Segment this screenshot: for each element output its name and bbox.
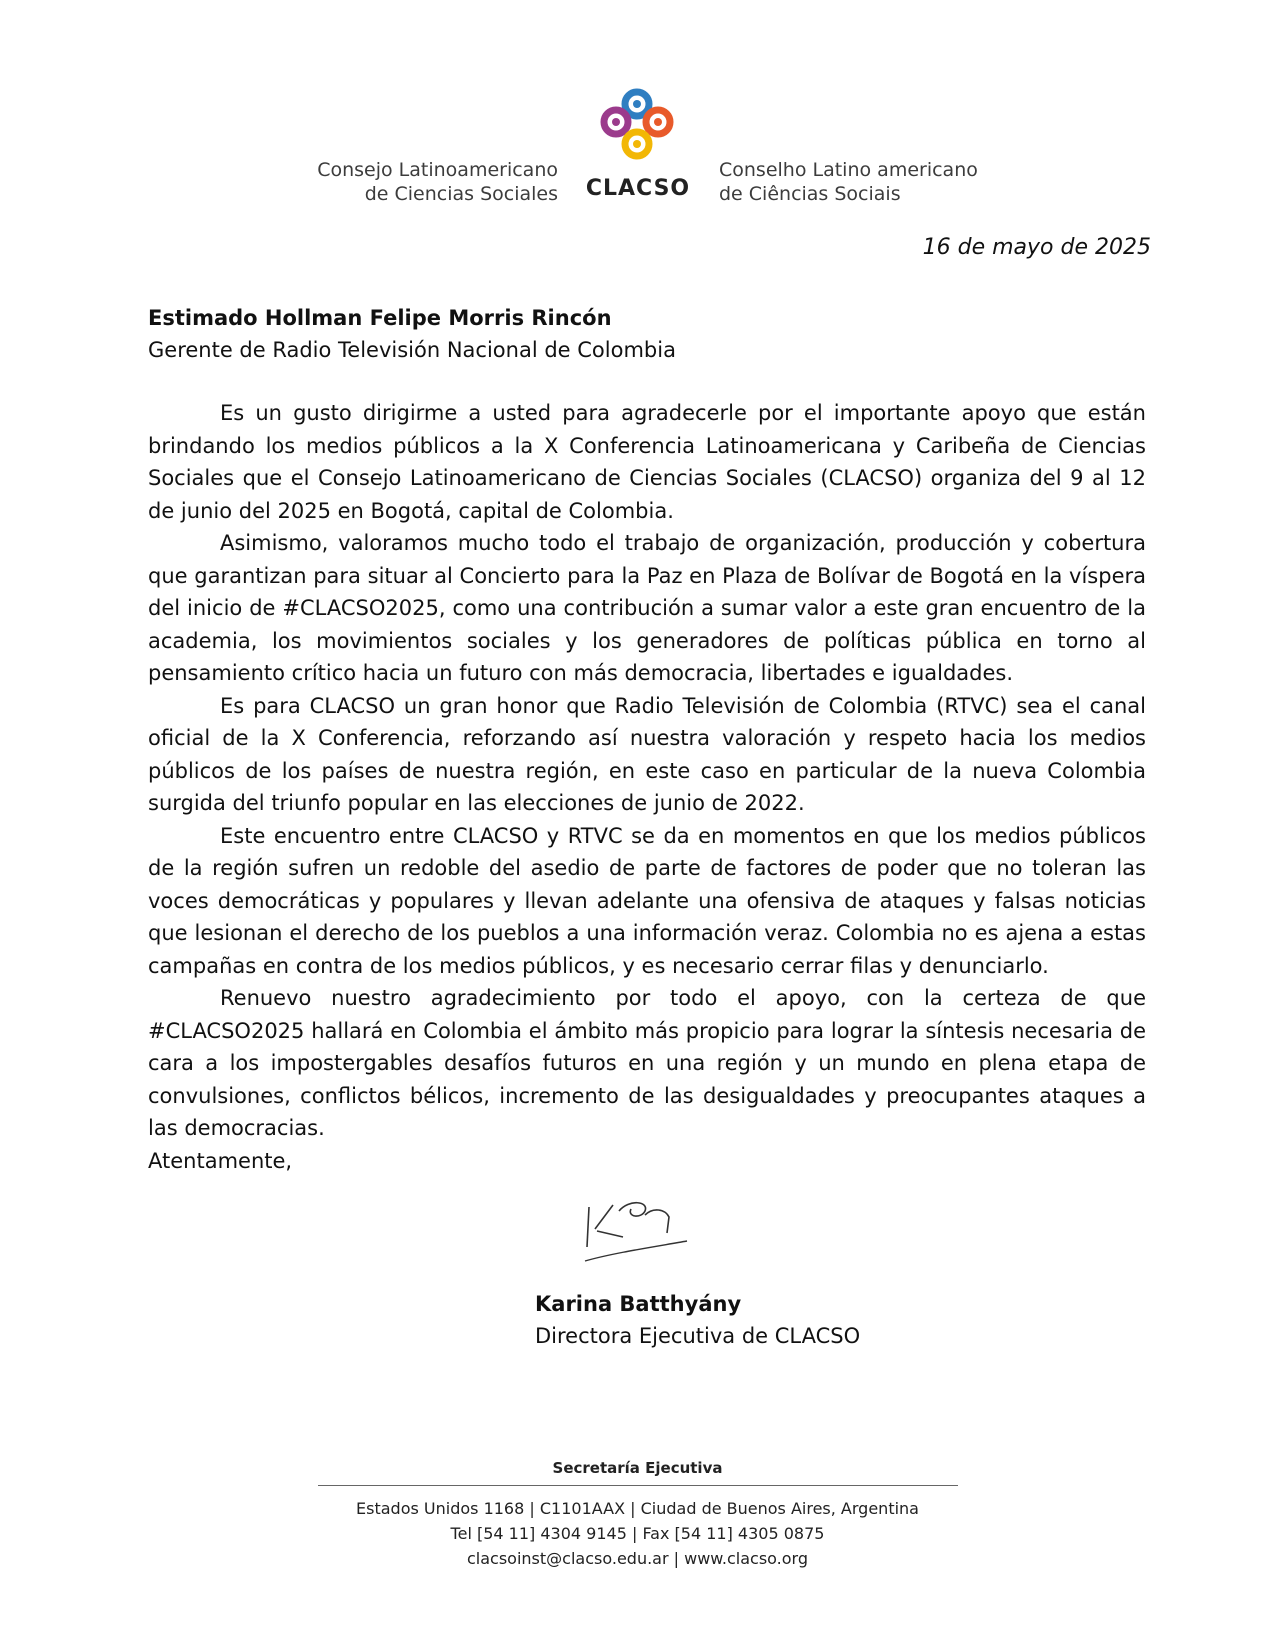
body-paragraph: Este encuentro entre CLACSO y RTVC se da en momentos en que los medios públicos de la región sufren un redoble del asedio de parte de factores de poder que no toleran las voces democráticas y populares y llevan adelante una ofensiva de ataques y falsas noticias que lesionan el derecho de los pueblos a una información veraz. Colombia no es ajena a estas campañas en contra de los medios públicos, y es necesario cerrar filas y denunciarlo. xyxy=(148,823,1146,978)
closing: Atentamente, xyxy=(148,1148,293,1173)
footer-address: Estados Unidos 1168 | C1101AAX | Ciudad de Buenos Aires, Argentina xyxy=(356,1499,919,1518)
org-name-spanish-line: Consejo Latinoamericano xyxy=(317,159,558,181)
signer-block xyxy=(535,1288,1035,1352)
body-paragraph: Es un gusto dirigirme a usted para agradecerle por el importante apoyo que están brindando los medios públicos a la X Conferencia Latinoamericana y Caribeña de Ciencias Sociales que el Consejo Latinoamericano de Ciencias Sociales (CLACSO) organiza del 9 al 12 de junio del 2025 en Bogotá, capital de Colombia. xyxy=(148,401,1146,523)
org-name-portuguese-line: Conselho Latino americano xyxy=(719,159,978,181)
signer-title: Directora Ejecutiva de CLACSO xyxy=(535,1324,861,1348)
logo-wordmark: CLACSO xyxy=(585,176,691,201)
body-paragraph: Renuevo nuestro agradecimiento por todo el apoyo, con la certeza de que #CLACSO2025 hallará en Colombia el ámbito más propicio para lograr la síntesis necesaria de cara a los impostergables desafíos futuros en una región y un mundo en plena etapa de convulsiones, conflictos bélicos, incremento de las desigualdades y preocupantes ataques a las democracias. xyxy=(148,986,1146,1140)
salutation: Estimado Hollman Felipe Morris Rincón xyxy=(148,306,612,330)
footer-divider xyxy=(318,1485,958,1486)
clacso-logo-icon xyxy=(590,84,684,168)
footer-contact: clacsoinst@clacso.edu.ar | www.clacso.org xyxy=(467,1549,808,1568)
letter-date: 16 de mayo de 2025 xyxy=(922,235,1151,260)
footer xyxy=(0,1457,1275,1571)
footer-title: Secretaría Ejecutiva xyxy=(552,1459,723,1477)
org-name-portuguese-line: de Ciências Sociais xyxy=(719,183,901,205)
letterhead xyxy=(0,84,1275,214)
org-name-spanish-line: de Ciencias Sociales xyxy=(364,183,558,205)
org-name-portuguese xyxy=(719,158,1009,206)
letter-body xyxy=(148,397,1146,1177)
recipient-block xyxy=(148,302,1148,366)
footer-phone: Tel [54 11] 4304 9145 | Fax [54 11] 4305 0875 xyxy=(450,1524,825,1543)
handwritten-signature xyxy=(583,1195,703,1265)
org-name-spanish xyxy=(300,158,558,206)
signer-name: Karina Batthyány xyxy=(535,1292,742,1316)
recipient-title: Gerente de Radio Televisión Nacional de Colombia xyxy=(148,338,676,362)
body-paragraph: Es para CLACSO un gran honor que Radio Televisión de Colombia (RTVC) sea el canal oficial de la X Conferencia, reforzando así nuestra valoración y respeto hacia los medios públicos de los países de nuestra región, en este caso en particular de la nueva Colombia surgida del triunfo popular en las elecciones de junio de 2022. xyxy=(148,693,1146,815)
body-paragraph: Asimismo, valoramos mucho todo el trabajo de organización, producción y cobertura que garantizan para situar al Concierto para la Paz en Plaza de Bolívar de Bogotá en la víspera del inicio de #CLACSO2025, como una contribución a sumar valor a este gran encuentro de la academia, los movimientos sociales y los generadores de políticas pública en torno al pensamiento crítico hacia un futuro con más democracia, libertades e igualdades. xyxy=(148,531,1146,685)
